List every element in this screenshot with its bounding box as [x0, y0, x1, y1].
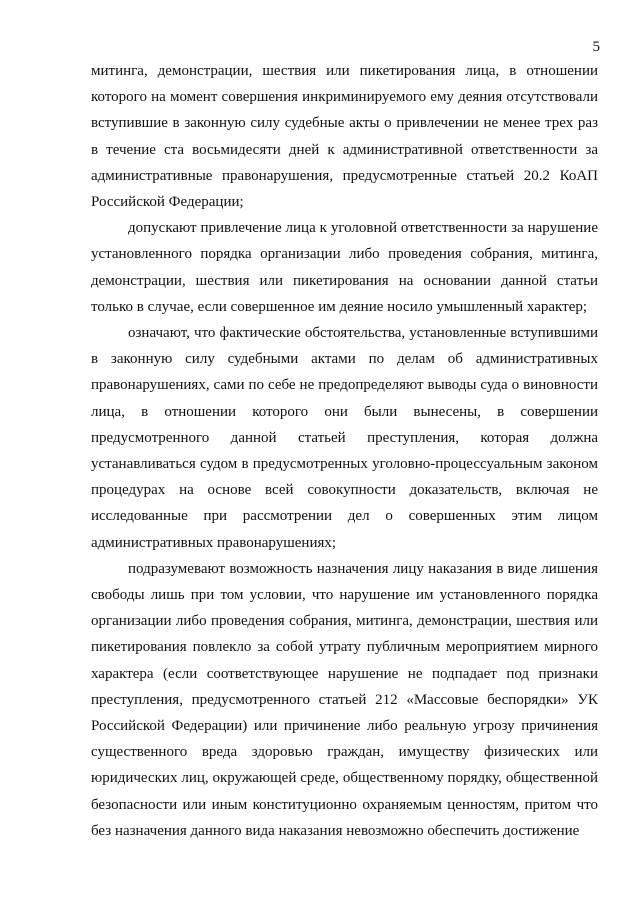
paragraph-intentional-liability: допускают привлечение лица к уголовной ответственности за нарушение установленного порядка организации либо проведения собрания, митинга, демонстрации, шествия или пикетирования на основании данной статьи только в случае, если совершенное им деяние носило умышленный характер;	[91, 220, 598, 315]
paragraph-imprisonment-condition: подразумевают возможность назначения лицу наказания в виде лишения свободы лишь при том условии, что нарушение им установленного порядка организации либо проведения собрания, митинга, демонстрации, шествия или пикетирования повлекло за собой утрату публичным мероприятием мирного характера (если соответствующее нарушение не подпадает под признаки преступления, предусмотренного статьей 212 «Массовые беспорядки» УК Российской Федерации) или причинение либо реальную угрозу причинения существенного вреда здоровью граждан, имуществу физических или юридических лиц, окружающей среде, общественному порядку, общественной безопасности или иным конституционно охраняемым ценностям, притом что без назначения данного вида наказания невозможно обеспечить достижение	[91, 560, 598, 839]
paragraph-continuation: митинга, демонстрации, шествия или пикетирования лица, в отношении которого на момент совершения инкриминируемого ему деяния отсутствовали вступившие в законную силу судебные акты о привлечении не менее трех раз в течение ста восьмидесяти дней к административной ответственности за административные правонарушения, предусмотренные статьей 20.2 КоАП Российской Федерации;	[91, 63, 598, 211]
page-number: 5	[592, 39, 600, 55]
document-body	[91, 58, 598, 844]
paragraph-factual-circumstances: означают, что фактические обстоятельства, установленные вступившими в законную силу судебными актами по делам об административных правонарушениях, сами по себе не предопределяют выводы суда о виновности лица, в отношении которого они были вынесены, в совершении предусмотренного данной статьей преступления, которая должна устанавливаться судом в предусмотренных уголовно-процессуальным законом процедурах на основе всей совокупности доказательств, включая не исследованные при рассмотрении дел о совершенных этим лицом административных правонарушениях;	[91, 325, 598, 551]
